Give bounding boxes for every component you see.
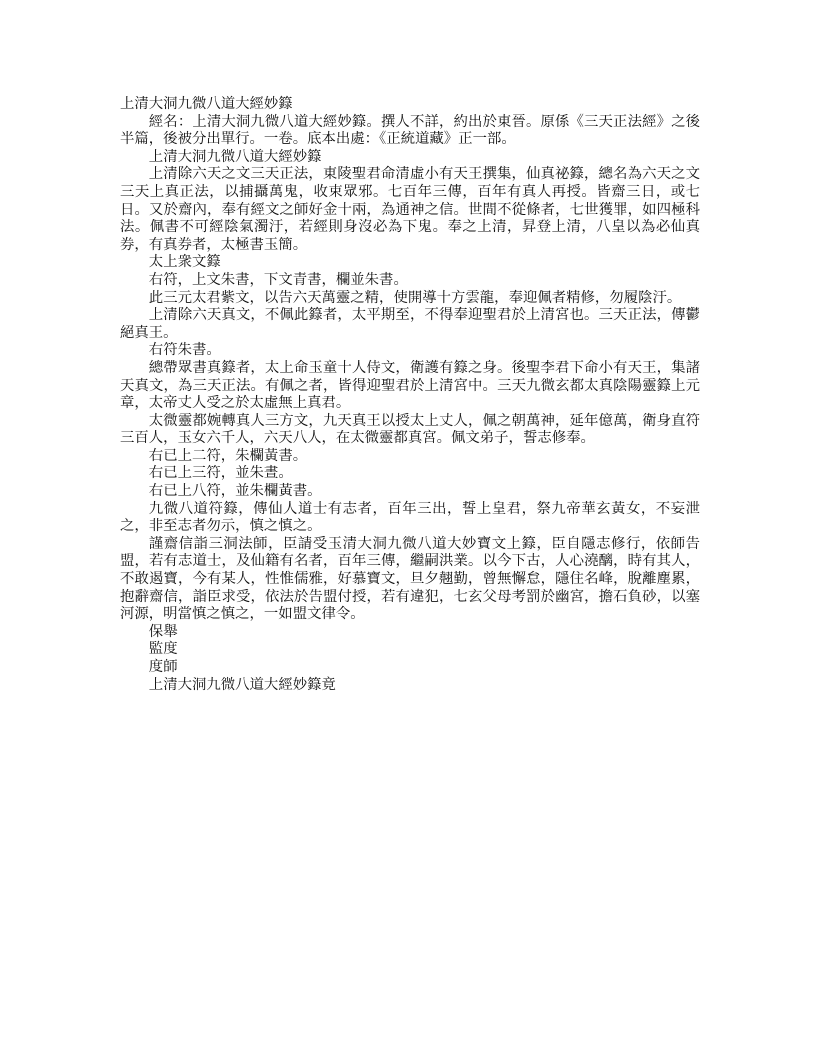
body-paragraph: 右已上八符，並朱欄黃書。 bbox=[148, 483, 322, 500]
body-paragraph: 上清除六天之文三天正法，東陵聖君命清虛小有天王撰集，仙真祕籙，總名為六天之文三天上真正法，以捕攝萬鬼，收束眾邪。七百年三傳，百年有真人再授。皆齋三日，或七日。又於齋內，奉有經文之師好金十兩，為通神之信。世間不從條者，七世獲罪，如四極科法。佩書不可經陰氣濁汙，若經則身沒必為下鬼。奉之上清，昇登上清，八皇以為必仙真券，有真券者，太極書玉簡。 bbox=[120, 166, 700, 253]
body-paragraph: 右已上二符，朱欄黃書。 bbox=[148, 447, 308, 464]
body-paragraph: 太微靈都婉轉真人三方文，九天真王以授太上丈人，佩之朝萬神，延年億萬，衛身直符三百人，玉女六千人，六天八人，在太微靈都真宮。佩文弟子，誓志修奉。 bbox=[120, 412, 700, 447]
body-paragraph: 總帶眾書真籙者，太上命玉童十人侍文，衛護有籙之身。後聖李君下命小有天王，集諸天真文，為三天正法。有佩之者，皆得迎聖君於上清宮中。三天九微玄都太真陰陽靈籙上元章，太帝丈人受之於太虛無上真君。 bbox=[120, 359, 700, 412]
body-paragraph: 右已上三符，並朱晝。 bbox=[148, 465, 293, 482]
document-end-line: 上清大洞九微八道大經妙籙竟 bbox=[148, 676, 336, 693]
body-paragraph: 此三元太君紫文，以告六天萬靈之精，使開導十方雲龍，奉迎佩者精修，勿履陰汙。 bbox=[148, 289, 682, 306]
signature-line-supervisor: 監度 bbox=[148, 641, 178, 658]
body-paragraph: 上清除六天真文，不佩此籙者，太平期至，不得奉迎聖君於上清宮也。三天正法，傳鬱絕真王。 bbox=[120, 307, 700, 341]
body-paragraph: 謹齋信詣三洞法師，臣請受玉清大洞九微八道大妙寶文上籙，臣自隱志修行，依師告盟，若有志道士，及仙籍有名者，百年三傳，繼嗣洪業。以今下古，人心澆醨，時有其人，不敢遏寶，今有某人，性惟儒雅，好慕寶文，旦夕翹勤，曾無懈怠，隱住名峰，脫離塵累，抱辭齋信，詣臣求受，依法於告盟付授，若有違犯，七玄父母考罰於幽宮，擔石負砂，以塞河源，明當慎之慎之，一如盟文律令。 bbox=[120, 535, 700, 623]
document-page bbox=[120, 96, 700, 694]
body-paragraph: 九微八道符籙，傳仙人道士有志者，百年三出，誓上皇君，祭九帝華玄黃女，不妄泄之，非至志者勿示，慎之慎之。 bbox=[120, 500, 700, 535]
document-title: 上清大洞九微八道大經妙籙 bbox=[120, 96, 293, 112]
body-paragraph: 右符朱書。 bbox=[148, 342, 221, 359]
body-paragraph: 右符，上文朱書，下文青書，欄並朱書。 bbox=[148, 271, 408, 288]
signature-line-guarantor: 保舉 bbox=[148, 623, 178, 640]
section-heading: 上清大洞九微八道大經妙籙 bbox=[148, 148, 322, 165]
scripture-info-paragraph: 經名：上清大洞九微八道大經妙籙。撰人不詳，約出於東晉。原係《三天正法經》之後半篇，後被分出單行。一卷。底本出處：《正統道藏》正一部。 bbox=[120, 113, 700, 148]
section-heading: 太上衆文籙 bbox=[148, 254, 221, 271]
signature-line-master: 度師 bbox=[148, 659, 178, 675]
